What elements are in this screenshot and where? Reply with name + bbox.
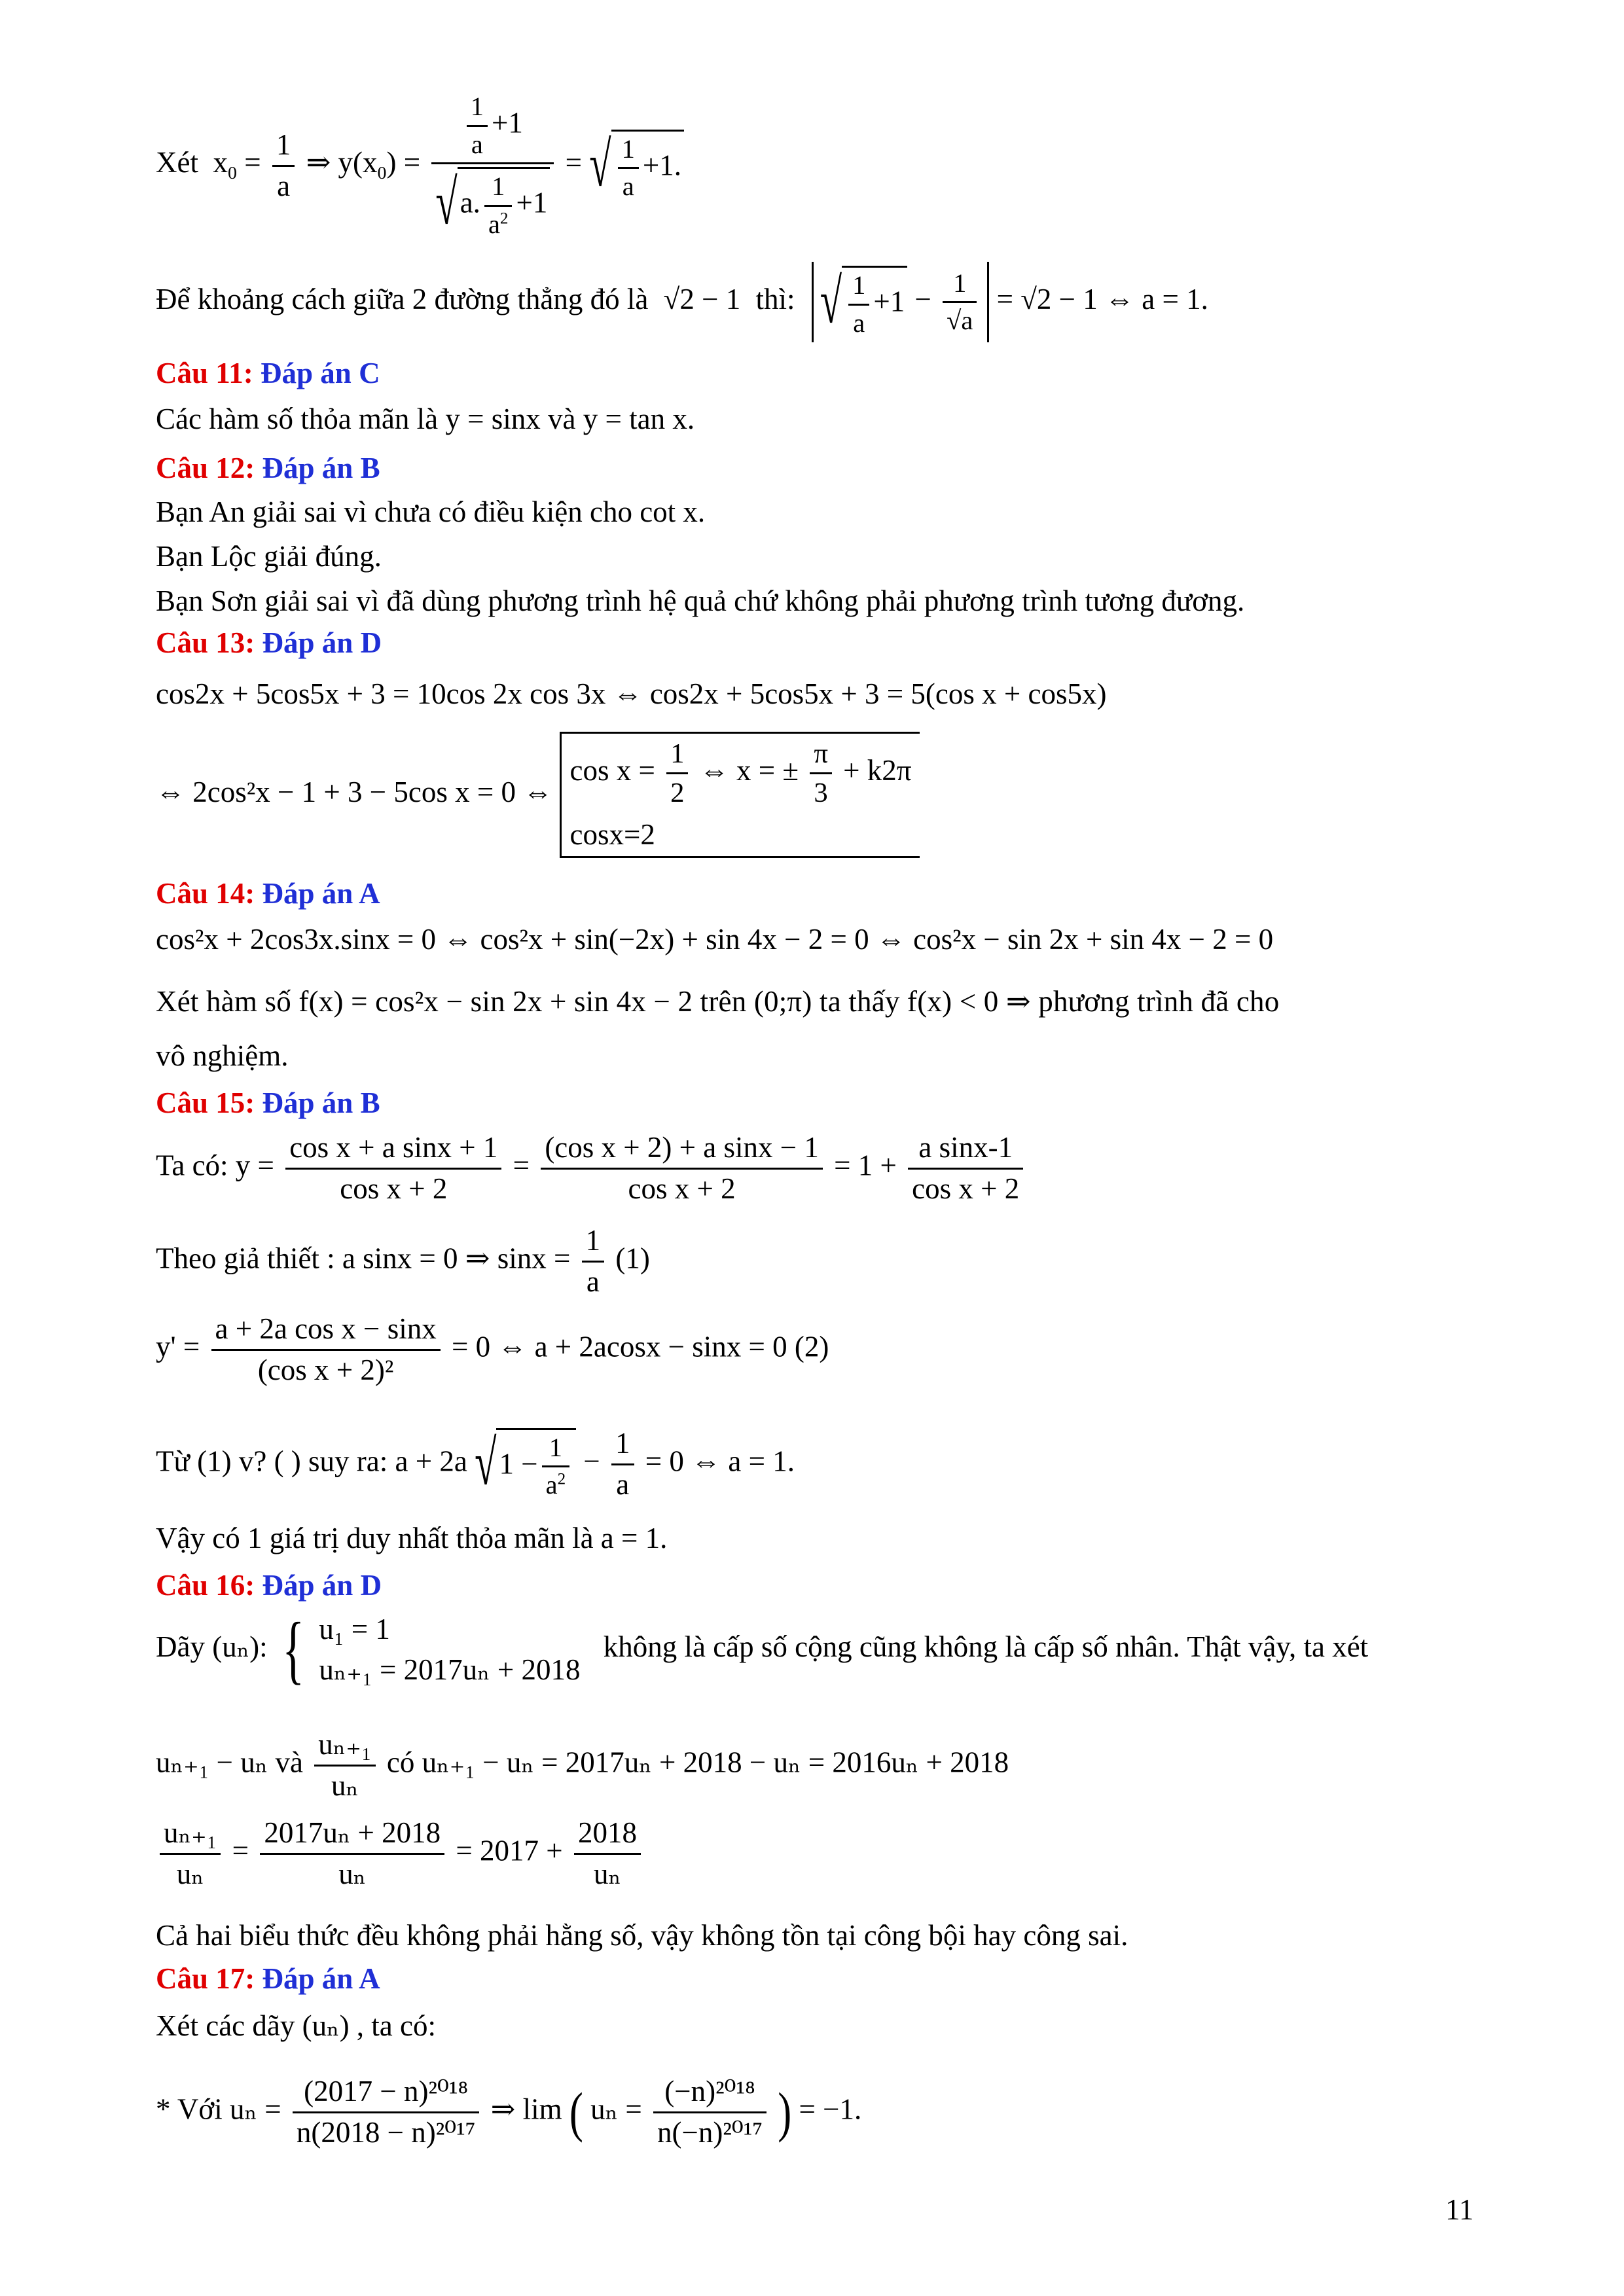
q13-case2: cosx=2 xyxy=(569,818,655,852)
q11-label: Câu 11: xyxy=(156,357,253,389)
q13-case1: cos x = xyxy=(569,753,655,787)
q17-label: Câu 17: xyxy=(156,1962,255,1995)
implies-y-x0: ⇒ $y(x_0)$ = xyxy=(306,146,421,184)
frac-1-over-a: $\frac{1}{a}$ xyxy=(272,128,295,204)
page-number: 11 xyxy=(1445,2193,1474,2226)
q15-label: Câu 15: xyxy=(156,1086,255,1119)
q14-answer: Đáp án A xyxy=(262,877,380,910)
q12-line3: Bạn Sơn giải sai vì đã dùng phương trình hệ quả chứ không phải phương trình tương đương. xyxy=(156,584,1245,617)
q16-day xyxy=(156,1607,1369,1692)
q16-conclusion: Cả hai biểu thức đều không phải hằng số, vậy không tồn tại công bội hay công sai. xyxy=(156,1919,1128,1952)
q14-line2: vô nghiệm. xyxy=(156,1039,289,1072)
q13-period: + k2π xyxy=(843,753,912,787)
q15-frac1: $\frac{\text{cos x + a sinx + 1}}{\text{cos x + 2}}$ xyxy=(285,1131,501,1206)
q14-heading xyxy=(156,877,380,911)
q17-intro: Xét các dãy (uₙ) , ta có: xyxy=(156,2009,437,2042)
q12-line2: Bạn Lộc giải đúng. xyxy=(156,540,382,573)
q11-text: Các hàm số thỏa mãn là y = sinx và y = tan x. xyxy=(156,403,695,435)
q13-eq2-left: ⇔ 2cos²x − 1 + 3 − 5cos x = 0 ⇔ xyxy=(156,775,553,808)
q15-answer: Đáp án B xyxy=(262,1086,380,1119)
q13-heading xyxy=(156,626,382,660)
q15-tu: Từ (1) v? ( ) suy ra: a + 2a √1 − $\frac{1}{a^2}$ − $\frac{1}{a}$ = 0 ⇔ a = 1. xyxy=(156,1427,795,1501)
q14-label: Câu 14: xyxy=(156,877,255,910)
q16-answer: Đáp án D xyxy=(262,1569,382,1602)
xet-label: Xét $x_0$ = xyxy=(156,146,261,184)
q15-heading xyxy=(156,1086,380,1121)
q16-e3: $\frac{\text{uₙ₊₁}}{\text{uₙ}}$ = $\frac{\text{2017uₙ + 2018}}{\text{uₙ}}$ = 2017 + $\frac{2018}{\text{uₙ}}$ xyxy=(156,1816,645,1892)
q15-eq1: = 1 + xyxy=(834,1149,897,1182)
q15-frac3: $\frac{\text{a sinx-1}}{\text{cos x + 2}}$ xyxy=(908,1131,1023,1206)
q15-tu-text: Từ (1) v? ( ) suy ra: a + 2a xyxy=(156,1444,467,1478)
q16-label: Câu 16: xyxy=(156,1569,255,1602)
q15-yp-frac: $\frac{\text{a + 2a cos x − sinx}}{\text{(cos x + 2)²}}$ xyxy=(211,1312,441,1388)
sqrt-result: √ $\frac{1}{a}$ +1. xyxy=(589,130,684,202)
q11-answer: Đáp án C xyxy=(261,357,380,389)
q17-case: * Với uₙ = $\frac{\text{(2017 − n)²⁰¹⁸}}{\text{n(2018 − n)²⁰¹⁷}}$ ⇒ lim ( uₙ = $\frac{\text{(−n)²⁰¹⁸}}{\text{n(−n)²⁰¹⁷}}$ ) = −1. xyxy=(156,2075,862,2149)
q15-gt: Theo giả thiết : a sinx = 0 ⇒ sinx = $\frac{1}{a}$ (1) xyxy=(156,1224,650,1298)
q16-day-text: không là cấp số cộng cũng không là cấp số nhân. Thật vậy, ta xét xyxy=(603,1630,1369,1663)
distance-value: √2 − 1 xyxy=(663,282,741,315)
q17-heading xyxy=(156,1962,380,1996)
q13-cases-bracket: cos x = $\frac{1}{2}$ ⇔ x = ± $\frac{\pi}{3}$ + k2π cosx=2 xyxy=(560,732,919,858)
q13-eq1: cos2x + 5cos5x + 3 = 10cos 2x cos 3x ⇔ cos2x + 5cos5x + 3 = 5(cos x + cos5x) xyxy=(156,677,1107,710)
q15-gt-text: Theo giả thiết : a sinx = 0 ⇒ sinx = xyxy=(156,1242,571,1275)
q12-answer: Đáp án B xyxy=(262,452,380,484)
q16-brace: { xyxy=(282,1607,304,1692)
q13-answer: Đáp án D xyxy=(262,626,382,659)
abs-expression: √ $\frac{1}{a}$ +1 − $\frac{1}{√a}$ xyxy=(812,262,990,342)
distance-text: Để khoảng cách giữa 2 đường thẳng đó là xyxy=(156,282,649,315)
distance-then: thì: xyxy=(755,282,795,315)
q12-heading xyxy=(156,452,380,486)
q17-answer: Đáp án A xyxy=(262,1962,380,1995)
q14-eq1: cos²x + 2cos3x.sinx = 0 ⇔ cos²x + sin(−2x) + sin 4x − 2 = 0 ⇔ cos²x − sin 2x + sin 4x − 2 = 0 xyxy=(156,923,1274,956)
q13-label: Câu 13: xyxy=(156,626,255,659)
q16-e2: uₙ₊₁ − uₙ và $\frac{\text{uₙ₊₁}}{\text{uₙ}}$ có uₙ₊₁ − uₙ = 2017uₙ + 2018 − uₙ = 2016uₙ + 2018 xyxy=(156,1728,1009,1802)
q15-tacó: Ta có: y = $\frac{\text{cos x + a sinx + 1}}{\text{cos x + 2}}$ = $\frac{\text{(cos x + 2) + a sinx − 1}}{\text{cos x + 2}}$ = 1 + $\frac{\text{a sinx-1}}{\text{cos x + 2}}$ xyxy=(156,1131,1027,1206)
q15-frac2: $\frac{\text{(cos x + 2) + a sinx − 1}}{\text{cos x + 2}}$ xyxy=(541,1131,823,1206)
equals-sign: = xyxy=(565,146,583,179)
q16-heading xyxy=(156,1569,382,1603)
intro-x0-line xyxy=(156,92,684,240)
q15-yprime xyxy=(156,1312,829,1388)
q15-gt-end: (1) xyxy=(615,1242,650,1275)
q16-day-label: Dãy (uₙ): xyxy=(156,1630,268,1663)
q15-tc-label: Ta có: y = xyxy=(156,1149,274,1182)
distance-eq: = √2 − 1 ⇔ a = 1. xyxy=(996,282,1208,315)
q14-line1: Xét hàm số f(x) = cos²x − sin 2x + sin 4x − 2 trên (0;π) ta thấy f(x) < 0 ⇒ phương trình đã cho xyxy=(156,985,1280,1018)
q15-tu-end: = 0 ⇔ a = 1. xyxy=(645,1444,795,1478)
q15-yp-label: y' = xyxy=(156,1330,200,1363)
q12-label: Câu 12: xyxy=(156,452,255,484)
q15-yp-end: = 0 ⇔ a + 2acosx − sinx = 0 (2) xyxy=(451,1330,829,1363)
q11-heading xyxy=(156,357,380,391)
q16-system: u₁ = 1 uₙ₊₁ = 2017uₙ + 2018 xyxy=(319,1612,581,1686)
q13-eq2 xyxy=(156,732,920,858)
q15-vay: Vậy có 1 giá trị duy nhất thỏa mãn là a = 1. xyxy=(156,1522,668,1554)
q12-line1: Bạn An giải sai vì chưa có điều kiện cho cot x. xyxy=(156,495,706,528)
q13-solution: ⇔ x = ± xyxy=(699,753,799,787)
distance-line xyxy=(156,262,1208,342)
frac-y-x0: $\frac{1}{a}$ +1 √a. $\frac{1}{a^2}$ +1 xyxy=(431,92,554,240)
